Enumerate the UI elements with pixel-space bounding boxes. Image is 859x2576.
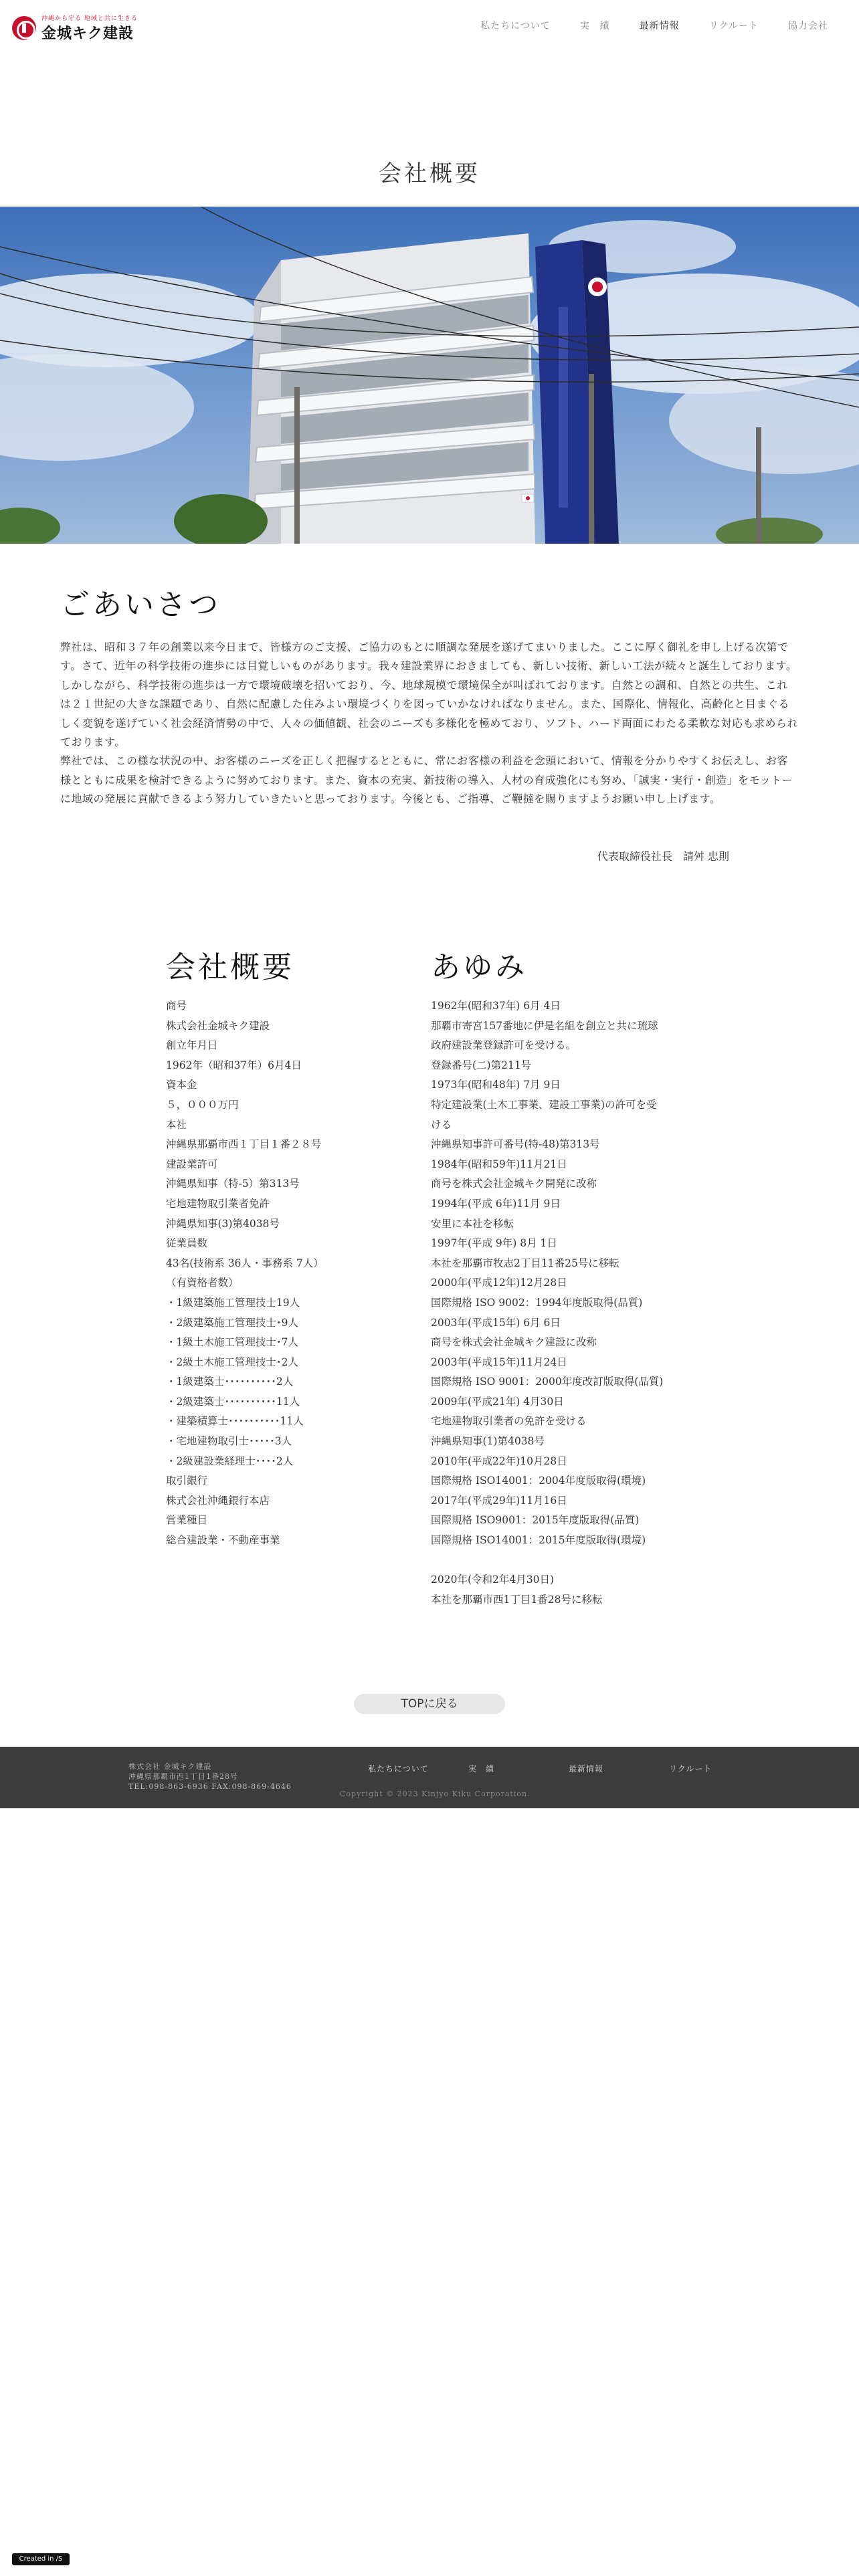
greeting-body [60,638,799,809]
history-line: 国際規格 ISO 9002：1994年度版取得(品質) [431,1296,643,1309]
overview-line: 建設業許可 [166,1158,218,1170]
overview-line: 営業種目 [166,1514,208,1527]
overview-line: ・1級建築士･･････････2人 [166,1376,294,1388]
hero-building-photo [0,207,859,544]
history-line: 国際規格 ISO 9001：2000年度改訂版取得(品質) [431,1376,664,1388]
nav-link-works[interactable]: 実 績 [579,21,610,31]
created-in-badge[interactable]: Created in ∕S [12,2553,70,2565]
history-line: ける [431,1118,452,1131]
history-line: 1997年(平成 9年) 8月 1日 [431,1237,557,1250]
footer-phone: TEL:098-863-6936 FAX:098-869-4646 [128,1782,292,1791]
overview-line: ・2級土木施工管理技士･2人 [166,1356,298,1368]
nav-link-about[interactable]: 私たちについて [480,21,551,31]
history-line: 商号を株式会社金城キク開発に改称 [431,1178,597,1190]
overview-line: 沖縄県那覇市西１丁目１番２８号 [166,1138,322,1151]
history-line: 2003年(平成15年)11月24日 [431,1356,567,1368]
history-line: 2003年(平成15年) 6月 6日 [431,1316,561,1329]
overview-line: 従業員数 [166,1237,208,1250]
footer-company-info [128,1761,292,1792]
logo-text [41,13,138,43]
history-line: 那覇市寄宮157番地に伊是名組を創立と共に琉球 [431,1019,658,1032]
history-line: 商号を株式会社金城キク建設に改称 [431,1336,597,1349]
logo-company-name: 金城キク建設 [41,25,134,42]
footer-company-name: 株式会社 金城キク建設 [128,1762,212,1771]
history-line: 1962年(昭和37年) 6月 4日 [431,1000,561,1012]
overview-line: 創立年月日 [166,1039,218,1052]
overview-line: ・建築積算士･･････････11人 [166,1415,304,1428]
history-line: 1994年(平成 6年)11月 9日 [431,1197,561,1210]
history-line: 宅地建物取引業者の免許を受ける [431,1415,587,1428]
history-line: 国際規格 ISO9001：2015年度版取得(品質) [431,1514,640,1527]
overview-line: 本社 [166,1118,187,1131]
overview-line: 1962年（昭和37年）6月4日 [166,1059,302,1071]
history-line: 本社を那覇市牧志2丁目11番25号に移転 [431,1257,619,1269]
overview-line: ・1級建築施工管理技士19人 [166,1296,300,1309]
history-line: 2020年(令和2年4月30日) [431,1574,554,1586]
nav-link-recruit[interactable]: リクルート [708,21,759,31]
page-title: 会社概要 [379,160,480,187]
main-nav [466,19,843,32]
overview-line: （有資格者数） [166,1277,239,1289]
overview-line: 株式会社金城キク建設 [166,1019,270,1032]
site-logo[interactable] [12,15,153,41]
footer-link-recruit[interactable]: リクルート [669,1764,712,1774]
logo-mark-icon [12,16,36,40]
overview-line: 株式会社沖縄銀行本店 [166,1494,270,1507]
overview-line: ・宅地建物取引士･････3人 [166,1435,292,1448]
footer-link-news[interactable]: 最新情報 [569,1764,604,1774]
company-overview-title: 会社概要 [166,950,294,984]
history-line: 1984年(昭和59年)11月21日 [431,1158,567,1170]
history-line: 政府建設業登録許可を受ける。 [431,1039,577,1052]
history-line: 国際規格 ISO14001：2015年度版取得(環境) [431,1534,646,1547]
history-line: 沖縄県知事(1)第4038号 [431,1435,545,1448]
greeting-paragraph: 弊社では、この様な状況の中、お客様のニーズを正しく把握するとともに、常にお客様の利益を念頭において、情報を分かりやすくお伝えし、お客様とともに成果を検討できるように努めております。また、資本の充実、新技術の導入、人材の育成強化にも努め、「誠実・実行・創造」をモットーに地域の発展に貢献できるよう努力していきたいと思っております。今後とも、ご指導、ご鞭撻を賜りますようお願い申し上げます。 [60,754,793,806]
history-line: 1973年(昭和48年) 7月 9日 [431,1079,561,1091]
overview-line: 商号 [166,1000,187,1012]
site-footer [0,1747,859,1808]
history-section [431,943,712,1610]
overview-line: 総合建設業・不動産事業 [166,1534,280,1547]
footer-address: 沖縄県那覇市西1丁目1番28号 [128,1772,238,1781]
overview-line: 沖縄県知事（特-5）第313号 [166,1178,300,1190]
greeting-title: ごあいさつ [60,588,221,622]
company-overview-list [166,996,407,1551]
history-line: 国際規格 ISO14001：2004年度版取得(環境) [431,1475,646,1487]
overview-line: 宅地建物取引業者免許 [166,1197,270,1210]
footer-copyright: Copyright © 2023 Kinjyo Kiku Corporation. [340,1790,531,1798]
nav-link-partners[interactable]: 協力会社 [788,21,828,31]
history-line: 2017年(平成29年)11月16日 [431,1494,567,1507]
history-line [431,1551,712,1571]
history-line: 沖縄県知事許可番号(特-48)第313号 [431,1138,600,1151]
overview-line: 沖縄県知事(3)第4038号 [166,1217,280,1230]
history-line: 2000年(平成12年)12月28日 [431,1277,567,1289]
history-line: 本社を那覇市西1丁目1番28号に移転 [431,1593,603,1606]
footer-link-works[interactable]: 実 績 [468,1764,495,1774]
overview-line: ・2級建築士･･････････11人 [166,1395,300,1408]
overview-line: ・2級建設業経理士････2人 [166,1455,294,1467]
company-overview-section [166,943,407,1551]
site-header [0,0,859,56]
history-line: 特定建設業(土木工事業、建設工事業)の許可を受 [431,1098,657,1111]
overview-line: 43名(技術系 36人・事務系 7人） [166,1257,324,1269]
greeting-paragraph: 弊社は、昭和３７年の創業以来今日まで、皆様方のご支援、ご協力のもとに順調な発展を遂げてまいりました。ここに厚く御礼を申し上げる次第です。さて、近年の科学技術の進歩には目覚しいものがあります。我々建設業界におきましても、新しい技術、新しい工法が続々と誕生しております。しかしながら、科学技術の進歩は一方で環境破壊を招いており、今、地球規模で環境保全が叫ばれております。自然との調和、自然との共生、これは２１世紀の大きな課題であり、自然に配慮した住みよい環境づくりを図っていかなければなりません。また、国際化、情報化、高齢化と目まぐるしく変貌を遂げていく社会経済情勢の中で、人々の価値観、社会のニーズも多様化を極めており、ソフト、ハード両面にわたる柔軟な対応も求められております。 [60,641,798,749]
overview-line: ・1級土木施工管理技士･7人 [166,1336,298,1349]
overview-line: ５，０００万円 [166,1098,239,1111]
building-illustration [0,207,859,544]
overview-line: 取引銀行 [166,1475,208,1487]
footer-nav [368,1763,769,1774]
history-title: あゆみ [431,950,527,984]
history-line: 登録番号(二)第211号 [431,1059,532,1071]
footer-link-about[interactable]: 私たちについて [368,1764,429,1774]
nav-link-news[interactable]: 最新情報 [639,21,680,31]
overview-line: 資本金 [166,1079,197,1091]
logo-tagline: 沖縄から守る 地域と共に生きる [41,15,138,22]
greeting-signature: 代表取締役社長 請舛 忠則 [597,850,729,863]
back-to-top-button[interactable]: TOPに戻る [354,1694,505,1714]
history-line: 安里に本社を移転 [431,1217,514,1230]
history-list [431,996,712,1610]
history-line: 2009年(平成21年) 4月30日 [431,1395,564,1408]
history-line: 2010年(平成22年)10月28日 [431,1455,567,1467]
overview-line: ・2級建築施工管理技士･9人 [166,1316,298,1329]
